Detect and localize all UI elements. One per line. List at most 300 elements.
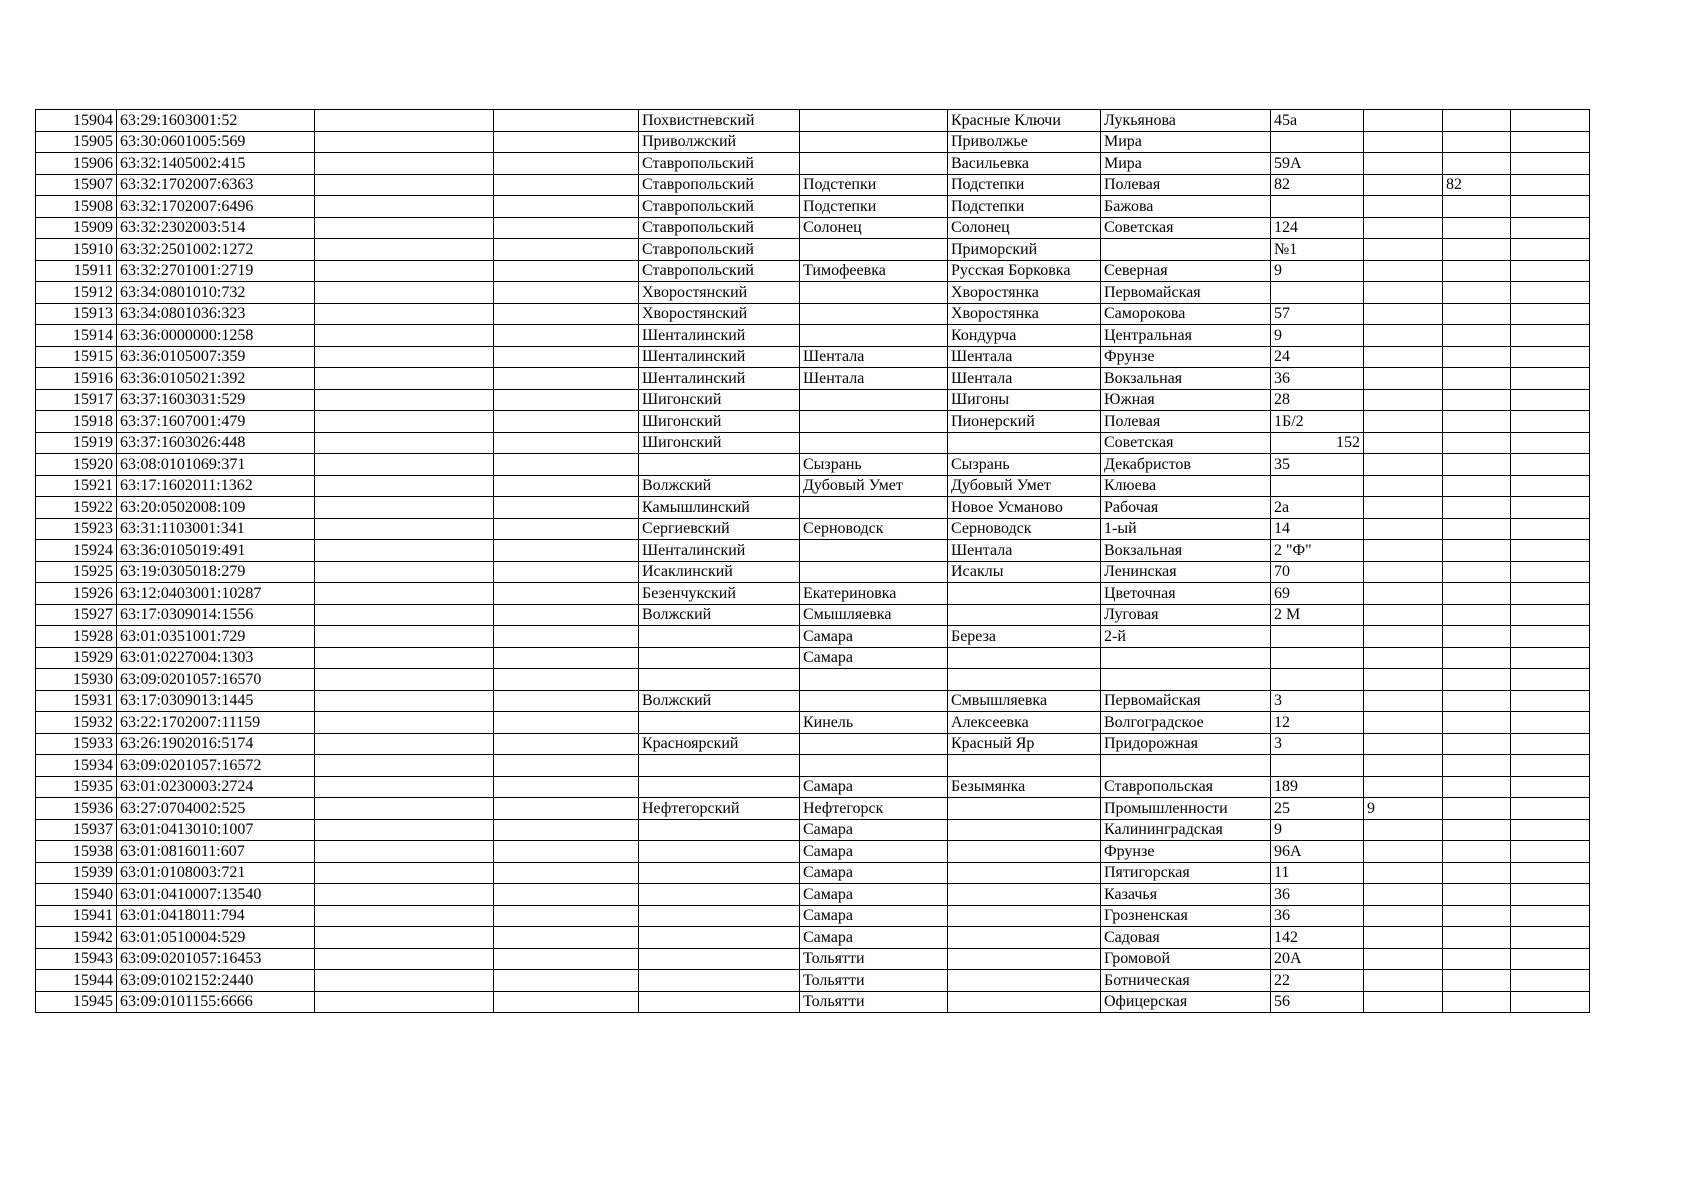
cell-cadastral-number: 63:20:0502008:109	[117, 497, 315, 519]
cell-district	[639, 927, 800, 949]
cell-col-4	[494, 755, 639, 777]
table-row	[36, 497, 1590, 519]
cell-building	[1364, 884, 1443, 906]
cell-col-4	[494, 884, 639, 906]
cell-building	[1364, 260, 1443, 282]
cell-house: 36	[1271, 884, 1364, 906]
cell-row-number: 15910	[36, 239, 117, 261]
table-row	[36, 475, 1590, 497]
cell-col-3	[315, 303, 494, 325]
cell-apartment	[1443, 755, 1511, 777]
cell-cadastral-number: 63:17:1602011:1362	[117, 475, 315, 497]
cell-col-4	[494, 540, 639, 562]
cell-locality-1: Самара	[800, 819, 948, 841]
cell-col-3	[315, 948, 494, 970]
cell-building	[1364, 862, 1443, 884]
cell-street: Пятигорская	[1101, 862, 1271, 884]
cell-district: Ставропольский	[639, 260, 800, 282]
cell-locality-2: Шентала	[948, 540, 1101, 562]
cell-col-4	[494, 368, 639, 390]
cell-district: Камышлинский	[639, 497, 800, 519]
cell-col-12	[1511, 174, 1590, 196]
cell-locality-2: Приморский	[948, 239, 1101, 261]
cell-district: Ставропольский	[639, 196, 800, 218]
cell-cadastral-number: 63:37:1603031:529	[117, 389, 315, 411]
cell-cadastral-number: 63:32:2302003:514	[117, 217, 315, 239]
table-row	[36, 411, 1590, 433]
table-row	[36, 905, 1590, 927]
cell-district: Шенталинский	[639, 325, 800, 347]
cell-district: Ставропольский	[639, 239, 800, 261]
cell-row-number: 15918	[36, 411, 117, 433]
cell-cadastral-number: 63:01:0510004:529	[117, 927, 315, 949]
cell-col-3	[315, 669, 494, 691]
cell-row-number: 15920	[36, 454, 117, 476]
cell-apartment	[1443, 217, 1511, 239]
cell-apartment	[1443, 669, 1511, 691]
cell-col-3	[315, 991, 494, 1013]
registry-table	[35, 109, 1590, 1013]
cell-row-number: 15937	[36, 819, 117, 841]
cell-street: Бажова	[1101, 196, 1271, 218]
cell-col-3	[315, 776, 494, 798]
cell-street	[1101, 647, 1271, 669]
cell-cadastral-number: 63:09:0201057:16570	[117, 669, 315, 691]
table-row	[36, 690, 1590, 712]
cell-street: 1-ый	[1101, 518, 1271, 540]
cell-cadastral-number: 63:01:0410007:13540	[117, 884, 315, 906]
cell-row-number: 15935	[36, 776, 117, 798]
cell-building	[1364, 411, 1443, 433]
cell-apartment	[1443, 131, 1511, 153]
cell-col-3	[315, 647, 494, 669]
cell-col-3	[315, 432, 494, 454]
cell-street: Калининградская	[1101, 819, 1271, 841]
cell-locality-1: Сызрань	[800, 454, 948, 476]
cell-building	[1364, 948, 1443, 970]
cell-locality-1: Кинель	[800, 712, 948, 734]
cell-locality-2	[948, 927, 1101, 949]
table-row	[36, 755, 1590, 777]
cell-col-3	[315, 841, 494, 863]
cell-cadastral-number: 63:01:0230003:2724	[117, 776, 315, 798]
cell-row-number: 15913	[36, 303, 117, 325]
cell-col-4	[494, 174, 639, 196]
cell-building	[1364, 131, 1443, 153]
cell-col-4	[494, 583, 639, 605]
cell-row-number: 15924	[36, 540, 117, 562]
cell-col-4	[494, 819, 639, 841]
cell-col-3	[315, 927, 494, 949]
table-row	[36, 970, 1590, 992]
cell-col-12	[1511, 905, 1590, 927]
cell-col-4	[494, 411, 639, 433]
cell-building	[1364, 325, 1443, 347]
cell-district	[639, 862, 800, 884]
cell-house	[1271, 626, 1364, 648]
cell-house: 9	[1271, 325, 1364, 347]
cell-district: Похвистневский	[639, 110, 800, 132]
cell-house: 12	[1271, 712, 1364, 734]
table-row	[36, 174, 1590, 196]
cell-col-4	[494, 153, 639, 175]
cell-col-3	[315, 110, 494, 132]
cell-col-12	[1511, 991, 1590, 1013]
cell-row-number: 15945	[36, 991, 117, 1013]
cell-locality-1	[800, 497, 948, 519]
cell-col-4	[494, 475, 639, 497]
cell-apartment	[1443, 368, 1511, 390]
cell-col-3	[315, 733, 494, 755]
cell-district	[639, 884, 800, 906]
cell-cadastral-number: 63:26:1902016:5174	[117, 733, 315, 755]
cell-district: Ставропольский	[639, 217, 800, 239]
cell-locality-2	[948, 948, 1101, 970]
table-row	[36, 153, 1590, 175]
cell-col-12	[1511, 561, 1590, 583]
cell-cadastral-number: 63:01:0418011:794	[117, 905, 315, 927]
cell-street: Вокзальная	[1101, 368, 1271, 390]
cell-locality-2: Шентала	[948, 368, 1101, 390]
cell-apartment	[1443, 626, 1511, 648]
cell-col-12	[1511, 368, 1590, 390]
cell-building	[1364, 346, 1443, 368]
cell-locality-2: Красный Яр	[948, 733, 1101, 755]
cell-house: 3	[1271, 733, 1364, 755]
cell-locality-2: Васильевка	[948, 153, 1101, 175]
cell-row-number: 15936	[36, 798, 117, 820]
cell-street: Мира	[1101, 131, 1271, 153]
cell-apartment	[1443, 583, 1511, 605]
cell-row-number: 15908	[36, 196, 117, 218]
cell-house: 142	[1271, 927, 1364, 949]
cell-col-12	[1511, 798, 1590, 820]
cell-locality-2	[948, 819, 1101, 841]
cell-locality-2	[948, 647, 1101, 669]
table-row	[36, 217, 1590, 239]
cell-street	[1101, 755, 1271, 777]
cell-street: Грозненская	[1101, 905, 1271, 927]
cell-col-3	[315, 131, 494, 153]
cell-building	[1364, 174, 1443, 196]
cell-col-4	[494, 669, 639, 691]
cell-building	[1364, 282, 1443, 304]
cell-col-12	[1511, 303, 1590, 325]
cell-col-4	[494, 991, 639, 1013]
table-row	[36, 260, 1590, 282]
cell-col-12	[1511, 518, 1590, 540]
cell-col-12	[1511, 583, 1590, 605]
cell-col-12	[1511, 196, 1590, 218]
cell-building	[1364, 475, 1443, 497]
cell-locality-1	[800, 282, 948, 304]
cell-apartment	[1443, 884, 1511, 906]
cell-locality-1	[800, 733, 948, 755]
cell-locality-2: Сызрань	[948, 454, 1101, 476]
cell-col-12	[1511, 153, 1590, 175]
cell-locality-1: Нефтегорск	[800, 798, 948, 820]
cell-col-4	[494, 454, 639, 476]
cell-apartment	[1443, 991, 1511, 1013]
cell-cadastral-number: 63:09:0201057:16453	[117, 948, 315, 970]
cell-col-3	[315, 626, 494, 648]
cell-building	[1364, 733, 1443, 755]
cell-cadastral-number: 63:34:0801036:323	[117, 303, 315, 325]
cell-locality-2	[948, 604, 1101, 626]
cell-house: 124	[1271, 217, 1364, 239]
cell-locality-1: Дубовый Умет	[800, 475, 948, 497]
cell-row-number: 15928	[36, 626, 117, 648]
cell-street	[1101, 239, 1271, 261]
cell-street: Фрунзе	[1101, 841, 1271, 863]
cell-col-12	[1511, 432, 1590, 454]
cell-locality-1	[800, 153, 948, 175]
cell-locality-1: Солонец	[800, 217, 948, 239]
table-row	[36, 303, 1590, 325]
cell-col-4	[494, 970, 639, 992]
cell-locality-2: Безымянка	[948, 776, 1101, 798]
cell-locality-1: Самара	[800, 905, 948, 927]
cell-col-4	[494, 389, 639, 411]
cell-row-number: 15923	[36, 518, 117, 540]
cell-col-4	[494, 626, 639, 648]
cell-locality-2: Русская Борковка	[948, 260, 1101, 282]
cell-house	[1271, 282, 1364, 304]
cell-locality-1	[800, 432, 948, 454]
cell-district: Нефтегорский	[639, 798, 800, 820]
cell-district: Исаклинский	[639, 561, 800, 583]
cell-street: Вокзальная	[1101, 540, 1271, 562]
table-row	[36, 583, 1590, 605]
cell-col-12	[1511, 239, 1590, 261]
cell-apartment	[1443, 690, 1511, 712]
cell-district: Волжский	[639, 475, 800, 497]
cell-col-12	[1511, 862, 1590, 884]
cell-street: Громовой	[1101, 948, 1271, 970]
cell-locality-1	[800, 540, 948, 562]
cell-col-3	[315, 368, 494, 390]
cell-building	[1364, 497, 1443, 519]
cell-row-number: 15938	[36, 841, 117, 863]
cell-house: 36	[1271, 368, 1364, 390]
cell-district	[639, 647, 800, 669]
cell-building	[1364, 217, 1443, 239]
cell-district: Хворостянский	[639, 303, 800, 325]
cell-house: 1Б/2	[1271, 411, 1364, 433]
cell-col-4	[494, 303, 639, 325]
cell-street: Полевая	[1101, 174, 1271, 196]
table-row	[36, 626, 1590, 648]
cell-locality-1	[800, 239, 948, 261]
cell-district	[639, 712, 800, 734]
cell-row-number: 15933	[36, 733, 117, 755]
cell-district: Волжский	[639, 690, 800, 712]
cell-district	[639, 669, 800, 691]
cell-col-4	[494, 905, 639, 927]
cell-house: 28	[1271, 389, 1364, 411]
cell-house: №1	[1271, 239, 1364, 261]
cell-apartment	[1443, 239, 1511, 261]
cell-street: Саморокова	[1101, 303, 1271, 325]
cell-locality-1: Самара	[800, 841, 948, 863]
cell-locality-1: Екатериновка	[800, 583, 948, 605]
cell-col-4	[494, 841, 639, 863]
cell-locality-2	[948, 991, 1101, 1013]
table-row	[36, 131, 1590, 153]
cell-building	[1364, 647, 1443, 669]
cell-apartment	[1443, 819, 1511, 841]
cell-col-3	[315, 690, 494, 712]
cell-col-12	[1511, 884, 1590, 906]
cell-locality-2: Подстепки	[948, 174, 1101, 196]
cell-locality-2: Серноводск	[948, 518, 1101, 540]
cell-cadastral-number: 63:22:1702007:11159	[117, 712, 315, 734]
cell-col-3	[315, 561, 494, 583]
cell-col-4	[494, 647, 639, 669]
cell-street: Ботническая	[1101, 970, 1271, 992]
cell-apartment	[1443, 454, 1511, 476]
cell-locality-1	[800, 411, 948, 433]
cell-house	[1271, 196, 1364, 218]
cell-district	[639, 819, 800, 841]
cell-locality-1	[800, 325, 948, 347]
cell-street: Лукьянова	[1101, 110, 1271, 132]
cell-col-3	[315, 518, 494, 540]
cell-col-12	[1511, 647, 1590, 669]
cell-street: Волгоградское	[1101, 712, 1271, 734]
cell-apartment	[1443, 841, 1511, 863]
cell-locality-1: Самара	[800, 776, 948, 798]
cell-cadastral-number: 63:17:0309014:1556	[117, 604, 315, 626]
cell-locality-1: Самара	[800, 927, 948, 949]
cell-locality-2: Алексеевка	[948, 712, 1101, 734]
cell-locality-1: Тольятти	[800, 948, 948, 970]
cell-col-12	[1511, 346, 1590, 368]
cell-district: Ставропольский	[639, 153, 800, 175]
cell-building	[1364, 454, 1443, 476]
cell-col-12	[1511, 626, 1590, 648]
cell-col-4	[494, 432, 639, 454]
cell-locality-2	[948, 583, 1101, 605]
cell-cadastral-number: 63:30:0601005:569	[117, 131, 315, 153]
cell-building	[1364, 841, 1443, 863]
cell-street: Декабристов	[1101, 454, 1271, 476]
cell-cadastral-number: 63:36:0105021:392	[117, 368, 315, 390]
cell-col-12	[1511, 819, 1590, 841]
cell-building	[1364, 604, 1443, 626]
cell-col-4	[494, 690, 639, 712]
cell-col-3	[315, 970, 494, 992]
cell-street: Клюева	[1101, 475, 1271, 497]
cell-locality-1: Тольятти	[800, 970, 948, 992]
cell-locality-1: Серноводск	[800, 518, 948, 540]
cell-apartment	[1443, 475, 1511, 497]
cell-building	[1364, 991, 1443, 1013]
cell-apartment	[1443, 346, 1511, 368]
cell-building	[1364, 540, 1443, 562]
cell-apartment	[1443, 110, 1511, 132]
cell-locality-1	[800, 561, 948, 583]
cell-locality-1: Шентала	[800, 368, 948, 390]
cell-house: 96А	[1271, 841, 1364, 863]
cell-locality-1: Подстепки	[800, 196, 948, 218]
cell-cadastral-number: 63:32:2501002:1272	[117, 239, 315, 261]
table-row	[36, 540, 1590, 562]
cell-house	[1271, 647, 1364, 669]
cell-col-3	[315, 497, 494, 519]
cell-house: 59А	[1271, 153, 1364, 175]
cell-locality-1: Тольятти	[800, 991, 948, 1013]
cell-row-number: 15916	[36, 368, 117, 390]
cell-col-12	[1511, 475, 1590, 497]
cell-col-12	[1511, 669, 1590, 691]
cell-building	[1364, 389, 1443, 411]
cell-apartment	[1443, 733, 1511, 755]
cell-col-12	[1511, 282, 1590, 304]
cell-row-number: 15944	[36, 970, 117, 992]
cell-cadastral-number: 63:36:0105007:359	[117, 346, 315, 368]
cell-cadastral-number: 63:31:1103001:341	[117, 518, 315, 540]
cell-house: 11	[1271, 862, 1364, 884]
table-row	[36, 991, 1590, 1013]
cell-street: Садовая	[1101, 927, 1271, 949]
cell-row-number: 15941	[36, 905, 117, 927]
cell-building	[1364, 239, 1443, 261]
cell-building	[1364, 690, 1443, 712]
cell-locality-2: Пионерский	[948, 411, 1101, 433]
cell-house	[1271, 131, 1364, 153]
cell-locality-1	[800, 669, 948, 691]
cell-street: Северная	[1101, 260, 1271, 282]
cell-locality-1	[800, 389, 948, 411]
cell-district	[639, 776, 800, 798]
cell-col-4	[494, 497, 639, 519]
cell-building	[1364, 153, 1443, 175]
cell-col-4	[494, 733, 639, 755]
cell-cadastral-number: 63:08:0101069:371	[117, 454, 315, 476]
cell-col-4	[494, 282, 639, 304]
cell-apartment	[1443, 927, 1511, 949]
table-row	[36, 239, 1590, 261]
cell-col-3	[315, 196, 494, 218]
cell-col-12	[1511, 927, 1590, 949]
cell-building	[1364, 712, 1443, 734]
cell-locality-2: Хворостянка	[948, 282, 1101, 304]
cell-locality-2: Хворостянка	[948, 303, 1101, 325]
cell-col-4	[494, 604, 639, 626]
cell-col-3	[315, 389, 494, 411]
cell-row-number: 15939	[36, 862, 117, 884]
cell-cadastral-number: 63:19:0305018:279	[117, 561, 315, 583]
cell-apartment	[1443, 561, 1511, 583]
cell-street	[1101, 669, 1271, 691]
cell-locality-2: Приволжье	[948, 131, 1101, 153]
cell-apartment	[1443, 325, 1511, 347]
cell-house: 45а	[1271, 110, 1364, 132]
cell-row-number: 15922	[36, 497, 117, 519]
cell-col-4	[494, 217, 639, 239]
table-row	[36, 819, 1590, 841]
cell-street: Советская	[1101, 432, 1271, 454]
cell-col-3	[315, 174, 494, 196]
table-row	[36, 948, 1590, 970]
cell-district	[639, 905, 800, 927]
cell-street: Южная	[1101, 389, 1271, 411]
cell-building	[1364, 927, 1443, 949]
cell-col-12	[1511, 776, 1590, 798]
cell-locality-2: Красные Ключи	[948, 110, 1101, 132]
cell-locality-1	[800, 110, 948, 132]
